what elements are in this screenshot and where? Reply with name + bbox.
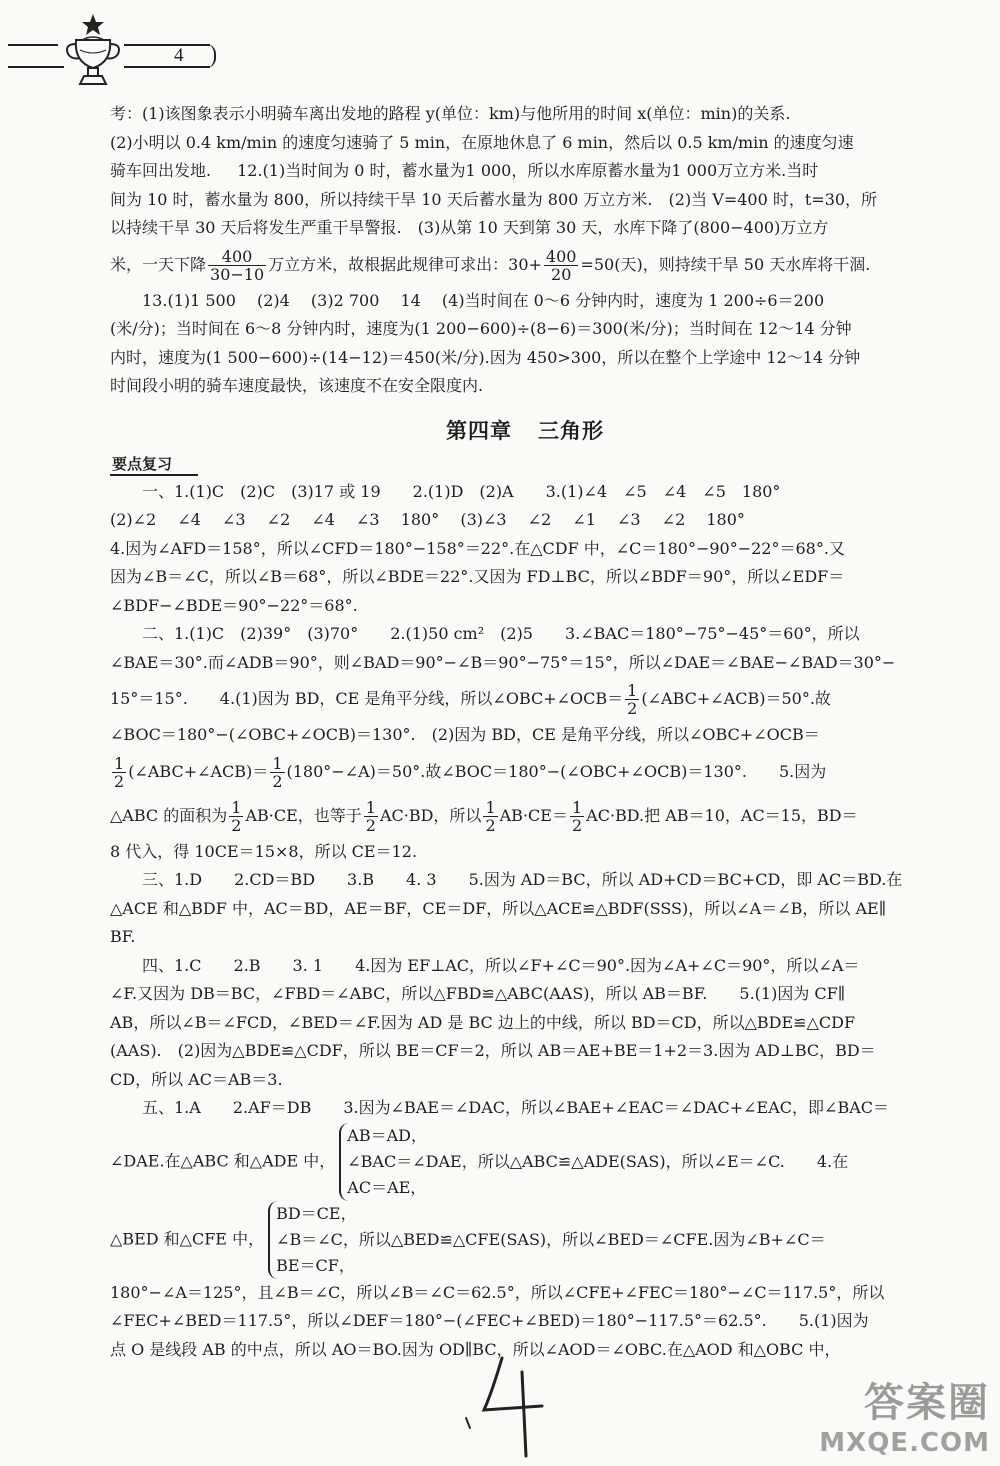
header-rule [8,66,64,68]
text-line: ∠F.又因为 DB＝BC，∠FBD＝∠ABC，所以△FBD≌△ABC(AAS)，所以 AB＝BF. 5.(1)因为 CF∥ [110,984,846,1003]
fraction: $\frac{1}{2}$ [272,753,283,791]
text-line: 以持续干旱 30 天后将发生严重干旱警报. (3)从第 10 天到第 30 天，水库下降了(800−400)万立方 [110,218,829,237]
text-line: 间为 10 时，蓄水量为 800，所以持续干旱 10 天后蓄水量为 800 万立方米. (2)当 V=400 时，t=30，所 [110,189,878,209]
text-line: ∠BDF−∠BDE＝90°−22°＝68°. [110,595,358,615]
text-line: 内时，速度为(1 500−600)÷(14−12)＝450(米/分).因为 450>300，所以在整个上学途中 12～14 分钟 [110,347,861,367]
main-content [110,100,940,1364]
text-line: AB，所以∠B＝∠FCD，∠BED＝∠F.因为 AD 是 BC 边上的中线，所以 BD＝CD，所以△BDE≌△CDF [110,1012,856,1032]
text-line: 因为∠B＝∠C，所以∠B＝68°，所以∠BDE＝22°.又因为 FD⊥BC，所以∠BDF＝90°，所以∠EDF＝ [110,567,845,586]
section-tag: 要点复习 [110,453,198,476]
text-line: 时间段小明的骑车速度最快，该速度不在安全限度内. [110,376,484,395]
text-line: ∠DAE.在△ABC 和△ADE 中， AB＝AD， ∠BAC＝∠DAE，所以△ABC≌△ADE(SAS)，所以∠E＝∠C. 4.在 AC＝AE， [110,1123,940,1201]
text-line: (AAS). (2)因为△BDE≌△CDF，所以 BE＝CF＝2，所以 AB＝AE+BE＝1+2＝3.因为 AD⊥BC，BD＝ [110,1041,876,1060]
fraction: $\frac{1}{2}$ [627,681,638,718]
watermark-logo: 答案圈 MXQE.COM [819,1380,990,1458]
text-line: (米/分)；当时间在 6～8 分钟内时，速度为(1 200−600)÷(8−6)＝300(米/分)；当时间在 12～14 分钟 [110,319,852,338]
text-line: BF. [110,927,136,946]
text-line: (2)小明以 0.4 km/min 的速度匀速骑了 5 min，在原地休息了 6 min，然后以 0.5 km/min 的速度匀速 [110,132,854,152]
trophy-icon [58,10,128,90]
fraction: $\frac{1}{2}$ [114,753,125,791]
chapter-title: 第四章 三角形 [446,418,604,443]
text-line: 13.(1)1 500 (2)4 (3)2 700 14 (4)当时间在 0～6 分钟内时，速度为 1 200÷6＝200 [142,290,825,310]
header-rule [8,44,58,46]
fraction: $\frac{1}{2}$ [365,797,376,835]
text-line: 8 代入，得 10CE＝15×8，所以 CE＝12. [110,841,418,861]
text-line: 米，一天下降 $\frac{400}{30-10}$ 万立方米，故根据此规律可求出：30+ $\frac{400}{20}$ =50(天)，则持续干旱 50 天水库将干涸. [110,246,871,284]
text-line: 考：(1)该图象表示小明骑车离出发地的路程 y(单位：km)与他所用的时间 x(单位：min)的关系. [110,104,791,123]
text-line: 4.因为∠AFD＝158°，所以∠CFD＝180°−158°＝22°.在△CDF 中，∠C＝180°−90°−22°＝68°.又 [110,538,845,558]
equation-system: AB＝AD， ∠BAC＝∠DAE，所以△ABC≌△ADE(SAS)，所以∠E＝∠C. 4.在 AC＝AE， [339,1123,848,1201]
fraction: $\frac{1}{2}$ [571,797,583,835]
text-line: 一、1.(1)C (2)C (3)17 或 19 2.(1)D (2)A 3.(1)∠4 ∠5 ∠4 ∠5 180° [142,481,781,501]
fraction: $\frac{1}{2}$ [485,797,496,835]
text-line: 五、1.A 2.AF＝DB 3.因为∠BAE＝∠DAC，所以∠BAE+∠EAC＝∠DAC+∠EAC，即∠BAC＝ [142,1098,889,1117]
text-line: 四、1.C 2.B 3. 1 4.因为 EF⊥AC，所以∠F+∠C＝90°.因为∠A+∠C＝90°，所以∠A＝ [142,955,860,975]
text-line: ∠BAE＝30°.而∠ADB＝90°，则∠BAD＝90°−∠B＝90°−75°＝15°，所以∠DAE＝∠BAE−∠BAD＝30°− [110,652,896,672]
page-number: 4 [174,45,184,66]
text-line: ∠FEC+∠BED＝117.5°，所以∠DEF＝180°−(∠FEC+∠BED)＝180°−117.5°＝62.5°. 5.(1)因为 [110,1311,869,1330]
equation-system: BD＝CE， ∠B＝∠C，所以△BED≌△CFE(SAS)，所以∠BED＝∠CFE.因为∠B+∠C＝ BE＝CF， [268,1201,826,1279]
text-line: △BED 和△CFE 中， BD＝CE， ∠B＝∠C，所以△BED≌△CFE(SAS)，所以∠BED＝∠CFE.因为∠B+∠C＝ BE＝CF， [110,1201,940,1279]
text-line: 三、1.D 2.CD＝BD 3.B 4. 3 5.因为 AD＝BC，所以 AD+CD＝BC+CD，即 AC＝BD.在 [142,870,903,889]
text-line: 骑车回出发地. 12.(1)当时间为 0 时，蓄水量为1 000，所以水库原蓄水量为1 000万立方米.当时 [110,161,819,180]
text-line: ∠BOC＝180°−(∠OBC+∠OCB)＝130°. (2)因为 BD，CE 是角平分线，所以∠OBC+∠OCB＝ [110,725,820,744]
text-line: 二、1.(1)C (2)39° (3)70° 2.(1)50 cm² (2)5 3.∠BAC＝180°−75°−45°＝60°，所以 [142,624,860,643]
text-line: (2)∠2 ∠4 ∠3 ∠2 ∠4 ∠3 180° (3)∠3 ∠2 ∠1 ∠3 ∠2 180° [110,510,745,529]
text-line: △ACE 和△BDF 中，AC＝BD，AE＝BF，CE＝DF，所以△ACE≌△BDF(SSS)，所以∠A＝∠B，所以 AE∥ [110,898,887,918]
fraction: $\frac{400}{20}$ [545,246,577,284]
text-line: 点 O 是线段 AB 的中点，所以 AO＝BO.因为 OD∥BC，所以∠AOD＝∠OBC.在△AOD 和△OBC 中， [110,1339,841,1359]
handwritten-page-mark [462,1352,557,1462]
text-line: 15°＝15°. 4.(1)因为 BD，CE 是角平分线，所以∠OBC+∠OCB＝ $\frac{1}{2}$ (∠ABC+∠ACB)＝50°.故 [110,681,831,718]
text-line: CD，所以 AC＝AB＝3. [110,1069,283,1089]
fraction: $\frac{400}{30-10}$ [210,246,265,284]
fraction: $\frac{1}{2}$ [231,797,242,835]
text-line: $\frac{1}{2}$ (∠ABC+∠ACB)＝ $\frac{1}{2}$ (180°−∠A)＝50°.故∠BOC＝180°−(∠OBC+∠OCB)＝130°. 5.因为 [114,753,827,791]
text-line: 180°−∠A＝125°，且∠B＝∠C，所以∠B＝∠C＝62.5°，所以∠CFE+∠FEC＝180°−∠C＝117.5°，所以 [110,1282,885,1302]
text-line: △ABC 的面积为 $\frac{1}{2}$ AB·CE，也等于 $\frac{1}{2}$ AC·BD，所以 $\frac{1}{2}$ AB·CE＝ $\frac{1}{2}$ AC·BD.把 AB＝10，AC＝15，BD＝ [110,797,858,835]
